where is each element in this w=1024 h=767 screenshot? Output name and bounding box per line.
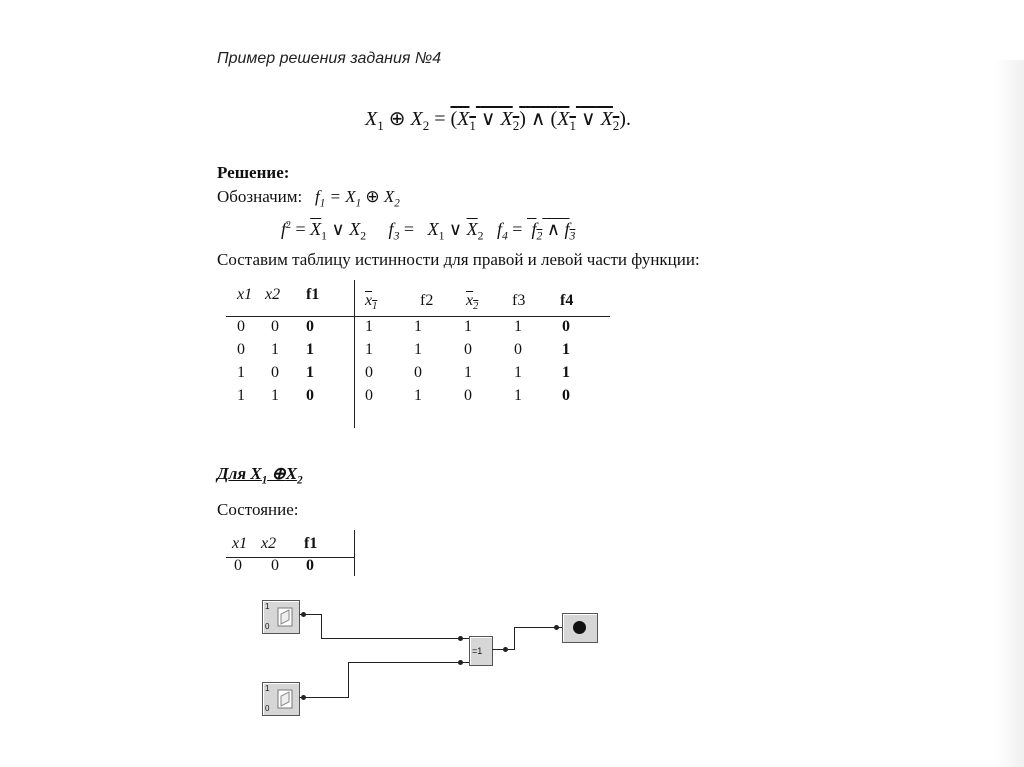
equals-sign: = xyxy=(295,219,306,239)
th-f2: f2 xyxy=(420,292,434,309)
sub-1: 1 xyxy=(319,197,326,210)
sub-2: 2 xyxy=(360,229,367,243)
st-val-x2: 0 xyxy=(271,557,279,574)
equals-x: = X xyxy=(329,187,356,206)
switch-hi-label: 1 xyxy=(265,684,270,693)
sub-3: 3 xyxy=(569,229,576,243)
st-x1: x1 xyxy=(232,535,248,552)
th-x1: x1 xyxy=(237,286,253,303)
tt-cell: 1 xyxy=(562,341,570,358)
paren-open: ( xyxy=(450,108,458,130)
tt-cell: 1 xyxy=(464,364,472,381)
sub-2: 2 xyxy=(512,118,520,133)
sup-2: 2 xyxy=(286,220,292,231)
var-x1-neg: $\overline{X}$ xyxy=(310,219,322,239)
xor-gate-label: =1 xyxy=(472,646,483,656)
th-x2-neg xyxy=(466,292,478,312)
connector-dot xyxy=(554,625,559,630)
th-f1: f1 xyxy=(306,286,320,303)
equals-sign: = xyxy=(403,219,415,239)
connector-dot xyxy=(503,647,508,652)
function-definitions xyxy=(281,219,575,243)
equals-sign: = xyxy=(512,219,523,239)
tt-cell: 1 xyxy=(306,341,314,358)
subsection-heading xyxy=(217,464,303,486)
tt-cell: 0 xyxy=(306,387,314,404)
tt-cell: 1 xyxy=(562,364,570,381)
sub-2: 2 xyxy=(477,229,484,243)
for-x1: Для X xyxy=(217,464,262,483)
tt-cell: 0 xyxy=(562,318,570,335)
sub-1: 1 xyxy=(438,229,445,243)
tt-cell: 1 xyxy=(271,341,279,358)
var-x1: X xyxy=(365,108,378,130)
tt-cell: 1 xyxy=(514,364,522,381)
state-divider xyxy=(354,530,355,576)
sub-2: 2 xyxy=(394,197,400,210)
var-x1: X xyxy=(557,108,570,130)
sub-1: 1 xyxy=(321,229,328,243)
task-heading: Пример решения задания №4 xyxy=(217,50,442,67)
st-f1: f1 xyxy=(304,535,318,552)
sub-2: 2 xyxy=(473,301,479,313)
tt-cell: 0 xyxy=(237,341,245,358)
output-lamp[interactable] xyxy=(562,613,598,643)
lamp-indicator-icon xyxy=(573,621,586,634)
denote-line xyxy=(217,187,400,209)
state-label: Состояние: xyxy=(217,500,299,519)
tt-cell: 0 xyxy=(464,387,472,404)
th-f3: f3 xyxy=(512,292,526,309)
f3-term: f xyxy=(564,219,570,239)
f4-name: f xyxy=(496,219,502,239)
xor-gate[interactable] xyxy=(469,636,493,666)
negated-expression xyxy=(450,108,620,133)
tt-cell: 1 xyxy=(271,387,279,404)
tt-cell: 1 xyxy=(414,318,422,335)
sub-1: 1 xyxy=(261,474,268,487)
tt-cell: 1 xyxy=(237,364,245,381)
connector-dot xyxy=(301,695,306,700)
f1-name: f xyxy=(314,187,320,206)
th-x1-neg xyxy=(365,292,377,312)
xor-symbol: ⊕ xyxy=(271,464,286,483)
wire xyxy=(514,627,515,650)
sub-3: 3 xyxy=(393,229,400,243)
tt-cell: 0 xyxy=(306,318,314,335)
tt-cell: 0 xyxy=(271,318,279,335)
tt-cell: 1 xyxy=(514,318,522,335)
x-letter: x xyxy=(365,292,373,309)
sub-4: 4 xyxy=(501,229,508,243)
switch-lo-label: 0 xyxy=(265,622,270,631)
var-x2: X xyxy=(410,108,423,130)
tt-cell: 0 xyxy=(414,364,422,381)
tt-cell: 1 xyxy=(365,341,373,358)
st-val-f1: 0 xyxy=(306,557,314,574)
wire xyxy=(321,638,469,639)
denote-label: Обозначим: xyxy=(217,187,303,206)
or-symbol: ∨ xyxy=(580,108,596,130)
sub-2: 2 xyxy=(297,474,303,487)
paren-close-dot: ). xyxy=(619,108,631,130)
sub-1: 1 xyxy=(377,118,384,133)
wire xyxy=(348,662,349,698)
switch-hi-label: 1 xyxy=(265,602,270,611)
xor-symbol: ⊕ xyxy=(365,187,380,206)
tt-cell: 1 xyxy=(464,318,472,335)
tt-cell: 1 xyxy=(414,341,422,358)
sub-2: 2 xyxy=(536,229,543,243)
sub-2: 2 xyxy=(612,118,620,133)
toggle-switch-icon xyxy=(275,606,295,628)
var-x2-neg: $\overline{X}$ xyxy=(466,219,478,239)
var-x2: X xyxy=(349,219,361,239)
var-x2-neg: X xyxy=(600,108,613,130)
f2-name: f xyxy=(281,219,287,239)
negated-f2-and-f3 xyxy=(527,219,576,243)
tt-cell: 0 xyxy=(464,341,472,358)
paren-close: ) xyxy=(519,108,526,130)
tt-cell: 0 xyxy=(365,364,373,381)
tt-cell: 1 xyxy=(365,318,373,335)
tt-cell: 0 xyxy=(562,387,570,404)
switch-lo-label: 0 xyxy=(265,704,270,713)
st-x2: x2 xyxy=(261,535,277,552)
sub-1: 1 xyxy=(469,118,476,133)
paren-open: ( xyxy=(550,108,558,130)
or-symbol: ∨ xyxy=(480,108,496,130)
toggle-switch-icon xyxy=(275,688,295,710)
table-divider xyxy=(354,280,355,428)
sub-1: 1 xyxy=(355,197,362,210)
main-formula xyxy=(365,106,631,134)
f2-term: f xyxy=(531,219,537,239)
equals-sign: = xyxy=(434,108,446,130)
tt-cell: 0 xyxy=(365,387,373,404)
wire xyxy=(348,662,469,663)
sub-1: 1 xyxy=(372,301,378,313)
wire xyxy=(299,697,348,698)
wire xyxy=(321,614,322,638)
and-symbol: ∧ xyxy=(530,108,546,130)
sub-2: 2 xyxy=(422,118,430,133)
var-x2: X xyxy=(285,464,298,483)
connector-dot xyxy=(458,660,463,665)
var-x2: X xyxy=(500,108,513,130)
or-symbol: ∨ xyxy=(331,219,345,239)
tt-cell: 0 xyxy=(237,318,245,335)
tt-cell: 0 xyxy=(514,341,522,358)
tt-cell: 1 xyxy=(237,387,245,404)
var-x1-neg: X xyxy=(457,108,470,130)
switch-x2[interactable] xyxy=(262,682,300,716)
tt-cell: 1 xyxy=(306,364,314,381)
xor-symbol: ⊕ xyxy=(388,108,406,130)
th-f4: f4 xyxy=(560,292,574,309)
or-symbol: ∨ xyxy=(448,219,463,239)
connector-dot xyxy=(458,636,463,641)
st-val-x1: 0 xyxy=(234,557,242,574)
table-header-rule xyxy=(226,316,610,317)
var-x1: X xyxy=(427,219,439,239)
f3-name: f xyxy=(388,219,394,239)
table-intro: Составим таблицу истинности для правой и левой части функции: xyxy=(217,250,700,269)
tt-cell: 0 xyxy=(271,364,279,381)
page-edge-shadow xyxy=(994,60,1024,767)
x-letter: x xyxy=(466,292,474,309)
state-header-rule xyxy=(226,557,354,558)
sub-1: 1 xyxy=(569,118,576,133)
tt-cell: 1 xyxy=(514,387,522,404)
and-symbol: ∧ xyxy=(546,219,560,239)
connector-dot xyxy=(301,612,306,617)
th-x2: x2 xyxy=(265,286,281,303)
var-x2: X xyxy=(383,187,395,206)
switch-x1[interactable] xyxy=(262,600,300,634)
tt-cell: 1 xyxy=(414,387,422,404)
solution-label: Решение: xyxy=(217,163,290,182)
